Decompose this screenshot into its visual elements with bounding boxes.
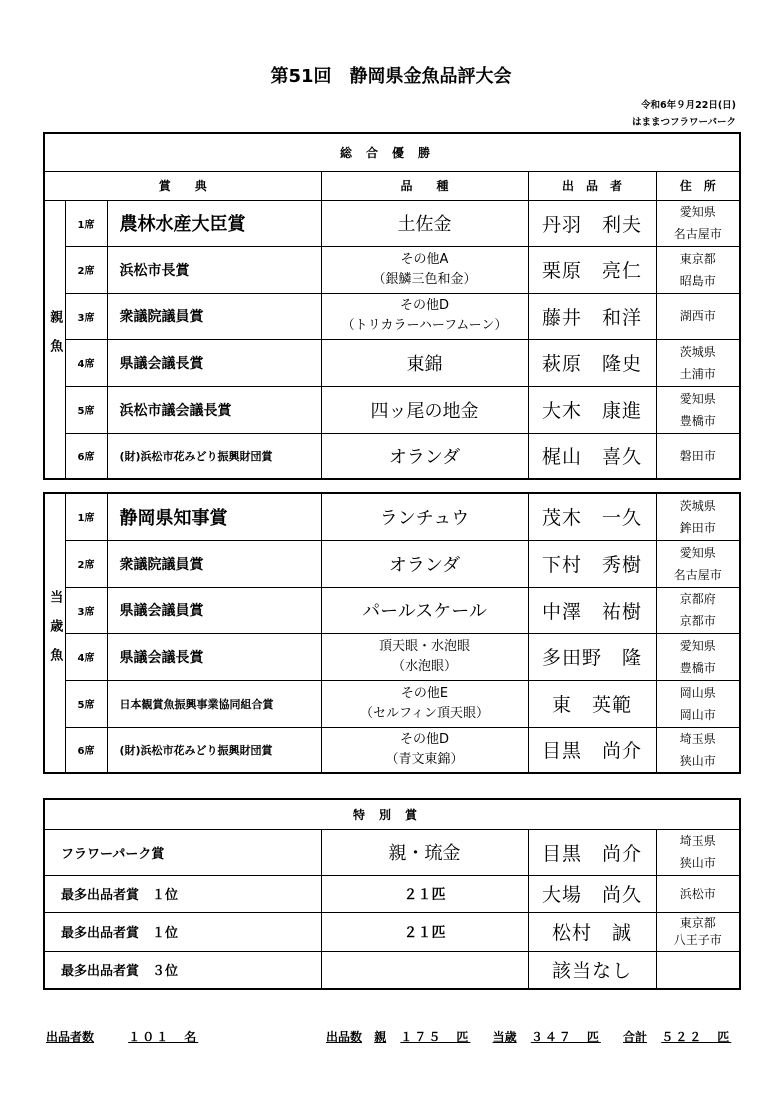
address-line: 京都府 [679, 592, 716, 606]
variety: 土佐金 [321, 200, 528, 246]
variety [321, 633, 528, 680]
col-award: 賞 典 [44, 171, 321, 200]
variety-line: その他E [400, 685, 449, 701]
variety [321, 246, 528, 293]
address-line: 埼玉県 [679, 834, 716, 848]
table-row [44, 433, 740, 479]
table-row [44, 200, 740, 246]
event-venue: はままつフラワーパーク [631, 117, 736, 128]
address [656, 293, 740, 339]
special-heading: 特別賞 [44, 799, 740, 829]
award-name: 県議会議長賞 [107, 339, 321, 386]
exhibitor: 大場 尚久 [528, 875, 656, 912]
variety-line: （セルフィン頂天眼） [360, 705, 489, 721]
table-row [44, 633, 740, 680]
address [656, 433, 740, 479]
address-line: 狭山市 [679, 856, 716, 870]
overall-heading: 総合優勝 [44, 133, 740, 171]
table-row [44, 587, 740, 633]
exhibitor: 目黒 尚介 [528, 829, 656, 875]
variety [321, 951, 528, 989]
variety: パールスケール [321, 587, 528, 633]
col-exhibitor: 出 品 者 [528, 171, 656, 200]
exhibitor: 梶山 喜久 [528, 433, 656, 479]
address [656, 246, 740, 293]
variety-line: （トリカラーハーフムーン） [341, 318, 508, 333]
table-row [44, 339, 740, 386]
address-line: 茨城県 [679, 498, 716, 513]
exhibitors-label: 出品者数 [46, 1030, 95, 1044]
variety: 親・琉金 [321, 829, 528, 875]
award-name: 浜松市長賞 [107, 246, 321, 293]
variety-line: 頂天眼・水泡眼 [378, 638, 470, 654]
address-line: 磐田市 [679, 448, 716, 463]
category-label: 当歳魚 [47, 589, 63, 677]
variety: ２１匹 [321, 912, 528, 951]
address-line: 京都市 [679, 614, 716, 628]
oya-value: １７５ 匹 [400, 1030, 471, 1044]
address [656, 912, 740, 951]
exhibitor: 目黒 尚介 [528, 727, 656, 773]
exhibitor: 多田野 隆 [528, 633, 656, 680]
col-variety: 品 種 [321, 171, 528, 200]
address-line: 狭山市 [679, 753, 716, 768]
address-line: 八王子市 [673, 932, 722, 947]
address [656, 493, 740, 540]
address-line: 名古屋市 [673, 567, 722, 582]
award-name: (財)浜松市花みどり振興財団賞 [107, 433, 321, 479]
table-row [44, 386, 740, 433]
table-row [44, 875, 740, 912]
seat: 4席 [65, 633, 107, 680]
address-line: 岡山市 [679, 707, 716, 722]
seat: 4席 [65, 339, 107, 386]
address-line: 茨城県 [679, 344, 716, 359]
exhibitor: 松村 誠 [528, 912, 656, 951]
seat: 1席 [65, 493, 107, 540]
address [656, 386, 740, 433]
table-row [44, 246, 740, 293]
variety: オランダ [321, 540, 528, 587]
exhibitor: 丹羽 利夫 [528, 200, 656, 246]
tosaiuo-table [43, 492, 741, 774]
variety: ランチュウ [321, 493, 528, 540]
address-line: 鉾田市 [679, 520, 716, 535]
variety-line: （青文東錦） [385, 751, 464, 767]
variety-line: （水泡眼） [391, 658, 457, 674]
address-line: 東京都 [679, 251, 716, 266]
table-row [44, 493, 740, 540]
address-line: 豊橋市 [679, 413, 716, 428]
address-line: 愛知県 [679, 391, 716, 406]
footer-exhibitors [46, 1028, 198, 1045]
award-name: 最多出品者賞 １位 [44, 912, 321, 951]
award-name: 最多出品者賞 １位 [44, 875, 321, 912]
seat: 5席 [65, 680, 107, 727]
variety [321, 680, 528, 727]
column-header-row [44, 171, 740, 200]
address [656, 200, 740, 246]
variety-line: （銀鱗三色和金） [372, 271, 477, 287]
address-line: 愛知県 [679, 545, 716, 560]
seat: 2席 [65, 246, 107, 293]
seat: 3席 [65, 293, 107, 339]
address-line: 東京都 [679, 915, 716, 930]
address [656, 540, 740, 587]
variety: 四ッ尾の地金 [321, 386, 528, 433]
address-line: 岡山県 [679, 685, 716, 700]
variety [321, 293, 528, 339]
total-label: 合計 [623, 1030, 648, 1044]
seat: 6席 [65, 727, 107, 773]
award-name: 県議会議員賞 [107, 587, 321, 633]
award-name: 静岡県知事賞 [107, 493, 321, 540]
table-row [44, 680, 740, 727]
total-value: ５２２ 匹 [661, 1030, 732, 1044]
special-heading-row [44, 799, 740, 829]
award-name: 衆議院議員賞 [107, 540, 321, 587]
table-row [44, 540, 740, 587]
address [656, 587, 740, 633]
variety-line: その他A [400, 251, 449, 267]
award-name: 日本観賞魚振興事業協同組合賞 [107, 680, 321, 727]
award-name: 県議会議長賞 [107, 633, 321, 680]
overall-table [43, 132, 741, 480]
address-line: 豊橋市 [679, 660, 716, 675]
address-line: 浜松市 [679, 886, 716, 901]
address-line: 愛知県 [679, 638, 716, 653]
seat: 2席 [65, 540, 107, 587]
exhibitors-value: １０１ 名 [128, 1030, 199, 1044]
address [656, 727, 740, 773]
seat: 6席 [65, 433, 107, 479]
footer-counts [326, 1028, 731, 1045]
award-name: 最多出品者賞 ３位 [44, 951, 321, 989]
exhibitor: 中澤 祐樹 [528, 587, 656, 633]
col-address: 住 所 [656, 171, 740, 200]
address-line: 名古屋市 [673, 227, 722, 241]
exhibitor: 茂木 一久 [528, 493, 656, 540]
variety: 東錦 [321, 339, 528, 386]
address-line: 土浦市 [679, 366, 716, 381]
address [656, 680, 740, 727]
table-row [44, 912, 740, 951]
overall-heading-row [44, 133, 740, 171]
seat: 3席 [65, 587, 107, 633]
award-name: フラワーパーク賞 [44, 829, 321, 875]
address-line: 愛知県 [679, 205, 716, 219]
variety: ２１匹 [321, 875, 528, 912]
award-name: 農林水産大臣賞 [107, 200, 321, 246]
page-title: 第51回 静岡県金魚品評大会 [270, 66, 512, 87]
oya-label: 親 [374, 1030, 387, 1044]
exhibitor: 栗原 亮仁 [528, 246, 656, 293]
address-line: 昭島市 [679, 273, 716, 288]
seat: 1席 [65, 200, 107, 246]
table-row [44, 293, 740, 339]
exhibitor: 東 英範 [528, 680, 656, 727]
address [656, 339, 740, 386]
exhibitor: 大木 康進 [528, 386, 656, 433]
address [656, 633, 740, 680]
count-label: 出品数 [326, 1030, 363, 1044]
table-row [44, 727, 740, 773]
category-tosaiuo [44, 493, 65, 773]
exhibitor: 藤井 和洋 [528, 293, 656, 339]
address [656, 829, 740, 875]
address-line: 埼玉県 [679, 731, 716, 746]
category-label: 親魚 [47, 310, 63, 369]
tosai-label: 当歳 [492, 1030, 517, 1044]
table-row [44, 951, 740, 989]
event-date: 令和6年９月22日(日) [640, 100, 736, 111]
award-name: (財)浜松市花みどり振興財団賞 [107, 727, 321, 773]
exhibitor: 該当なし [528, 951, 656, 989]
variety [321, 727, 528, 773]
award-name: 浜松市議会議長賞 [107, 386, 321, 433]
address [656, 951, 740, 989]
address [656, 875, 740, 912]
tosai-value: ３４７ 匹 [530, 1030, 601, 1044]
seat: 5席 [65, 386, 107, 433]
table-row [44, 829, 740, 875]
special-table [43, 798, 741, 990]
exhibitor: 下村 秀樹 [528, 540, 656, 587]
award-name: 衆議院議員賞 [107, 293, 321, 339]
exhibitor: 萩原 隆史 [528, 339, 656, 386]
variety-line: その他D [399, 731, 449, 747]
address-line: 湖西市 [679, 309, 716, 323]
category-oyauo [44, 200, 65, 479]
variety: オランダ [321, 433, 528, 479]
variety-line: その他D [399, 298, 449, 313]
